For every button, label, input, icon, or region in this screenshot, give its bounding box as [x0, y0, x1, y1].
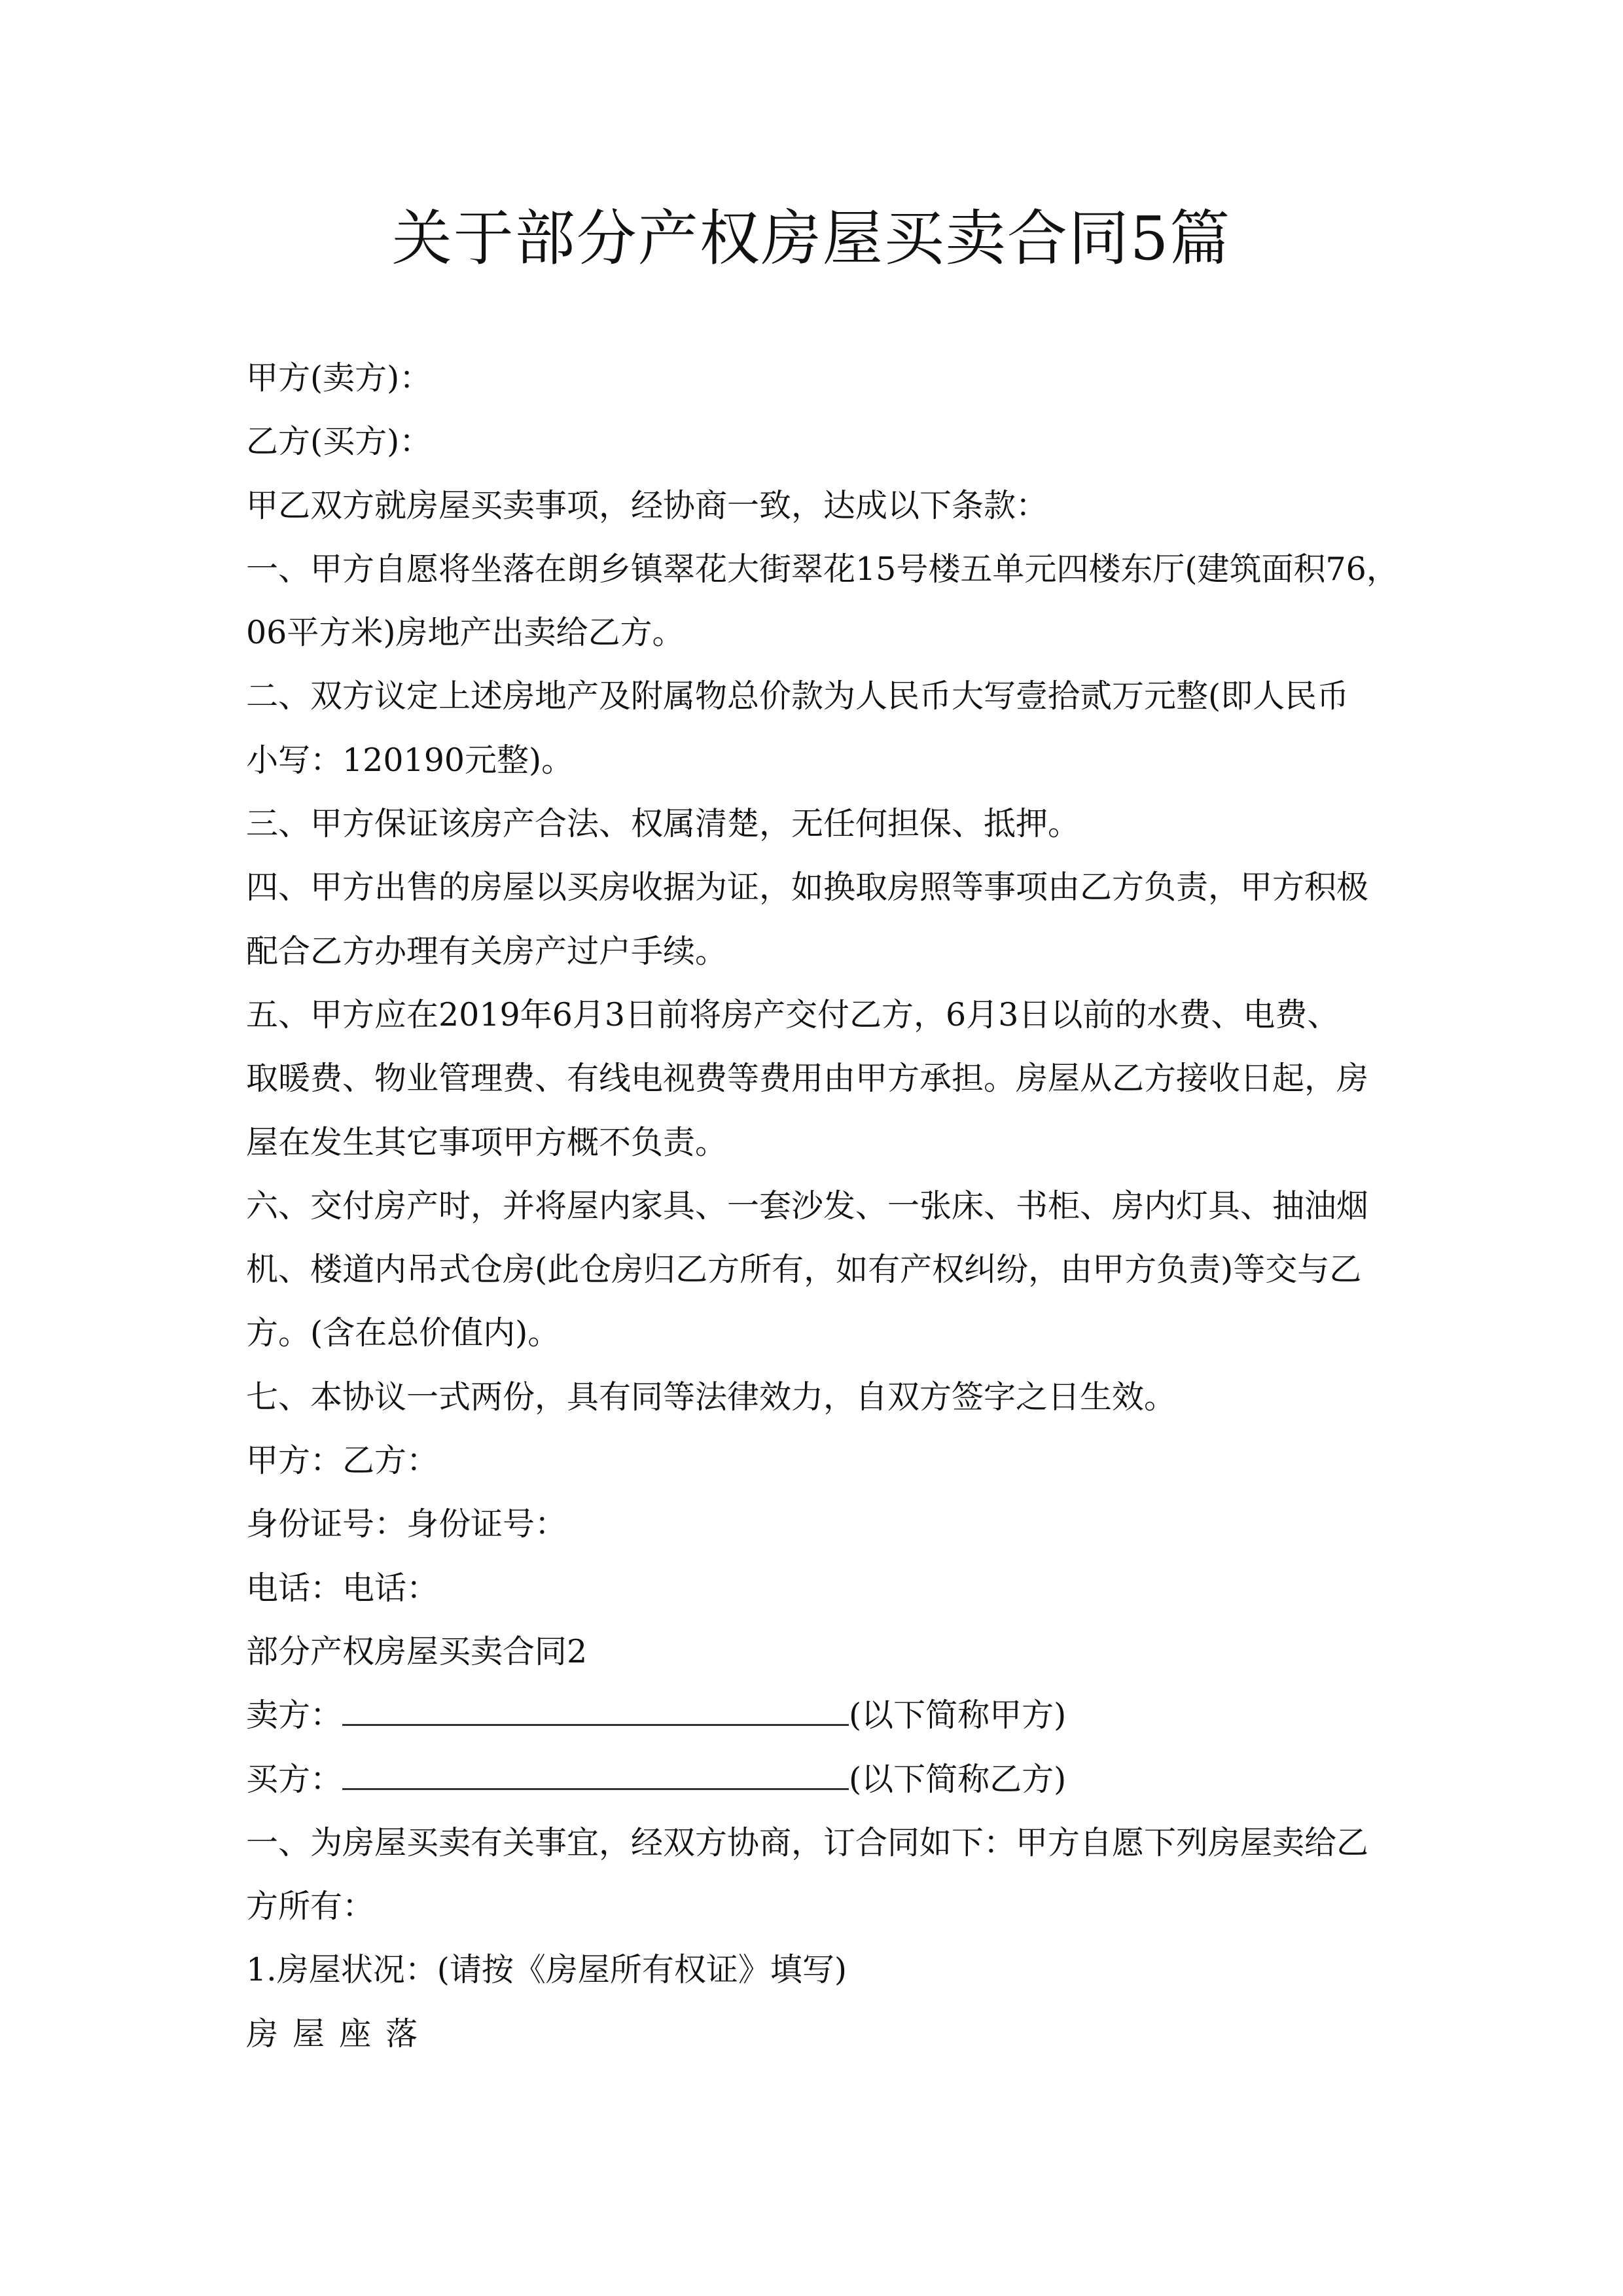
text-line: 方。(含在总价值内)。: [246, 1314, 560, 1352]
seller-line: [246, 1691, 1398, 1754]
text-line: 一、甲方自愿将坐落在朗乡镇翠花大街翠花15号楼五单元四楼东厅(建筑面积76，: [246, 550, 1399, 588]
text-line: 机、楼道内吊式仓房(此仓房归乙方所有，如有产权纠纷，由甲方负责)等交与乙: [246, 1251, 1362, 1289]
buyer-line: [246, 1755, 1398, 1818]
text-line: 七、本协议一式两份，具有同等法律效力，自双方签字之日生效。: [246, 1378, 1177, 1416]
seller-label: 卖方：: [246, 1696, 343, 1734]
contract-2-text: [246, 1818, 1398, 2009]
text-line: 五、甲方应在2019年6月3日前将房产交付乙方，6月3日以前的水费、电费、: [246, 996, 1340, 1033]
text-line: 小写：120190元整)。: [246, 741, 574, 779]
text-line: 二、双方议定上述房地产及附属物总价款为人民币大写壹拾贰万元整(即人民币: [246, 677, 1349, 715]
text-line: 三、甲方保证该房产合法、权属清楚，无任何担保、抵押。: [246, 805, 1080, 843]
text-line: 身份证号：身份证号：: [246, 1505, 567, 1543]
text-line: 一、为房屋买卖有关事宜，经双方协商，订合同如下：甲方自愿下列房屋卖给乙: [246, 1823, 1369, 1861]
property-location-label: 房屋座落: [246, 2015, 433, 2053]
seller-blank[interactable]: [342, 1694, 849, 1726]
text-line: 部分产权房屋买卖合同2: [246, 1632, 588, 1670]
text-line: 屋在发生其它事项甲方概不负责。: [246, 1123, 728, 1161]
document-title: 关于部分产权房屋买卖合同5篇: [391, 204, 1232, 274]
text-line: 甲方(卖方)：: [246, 359, 432, 397]
text-line: 电话：电话：: [246, 1569, 439, 1607]
buyer-blank[interactable]: [342, 1758, 849, 1790]
text-line: 06平方米)房地产出卖给乙方。: [246, 614, 685, 652]
text-line: 四、甲方出售的房屋以买房收据为证，如换取房照等事项由乙方负责，甲方积极: [246, 869, 1369, 906]
text-line: 乙方(买方)：: [246, 423, 432, 461]
document-body: [246, 353, 1398, 2073]
buyer-suffix: (以下简称乙方): [849, 1760, 1067, 1798]
contract-1-text: [246, 353, 1398, 1691]
text-line: 取暖费、物业管理费、有线电视费等费用由甲方承担。房屋从乙方接收日起，房: [246, 1060, 1369, 1098]
text-line: 甲方：乙方：: [246, 1442, 439, 1480]
seller-suffix: (以下简称甲方): [849, 1696, 1067, 1734]
text-line: 甲乙双方就房屋买卖事项，经协商一致，达成以下条款：: [246, 486, 1048, 524]
text-line: 六、交付房产时，并将屋内家具、一套沙发、一张床、书柜、房内灯具、抽油烟: [246, 1187, 1369, 1225]
text-line: 方所有：: [246, 1888, 375, 1926]
buyer-label: 买方：: [246, 1760, 343, 1798]
text-line: 1.房屋状况：(请按《房屋所有权证》填写): [246, 1951, 847, 1989]
text-line: 配合乙方办理有关房产过户手续。: [246, 932, 728, 970]
